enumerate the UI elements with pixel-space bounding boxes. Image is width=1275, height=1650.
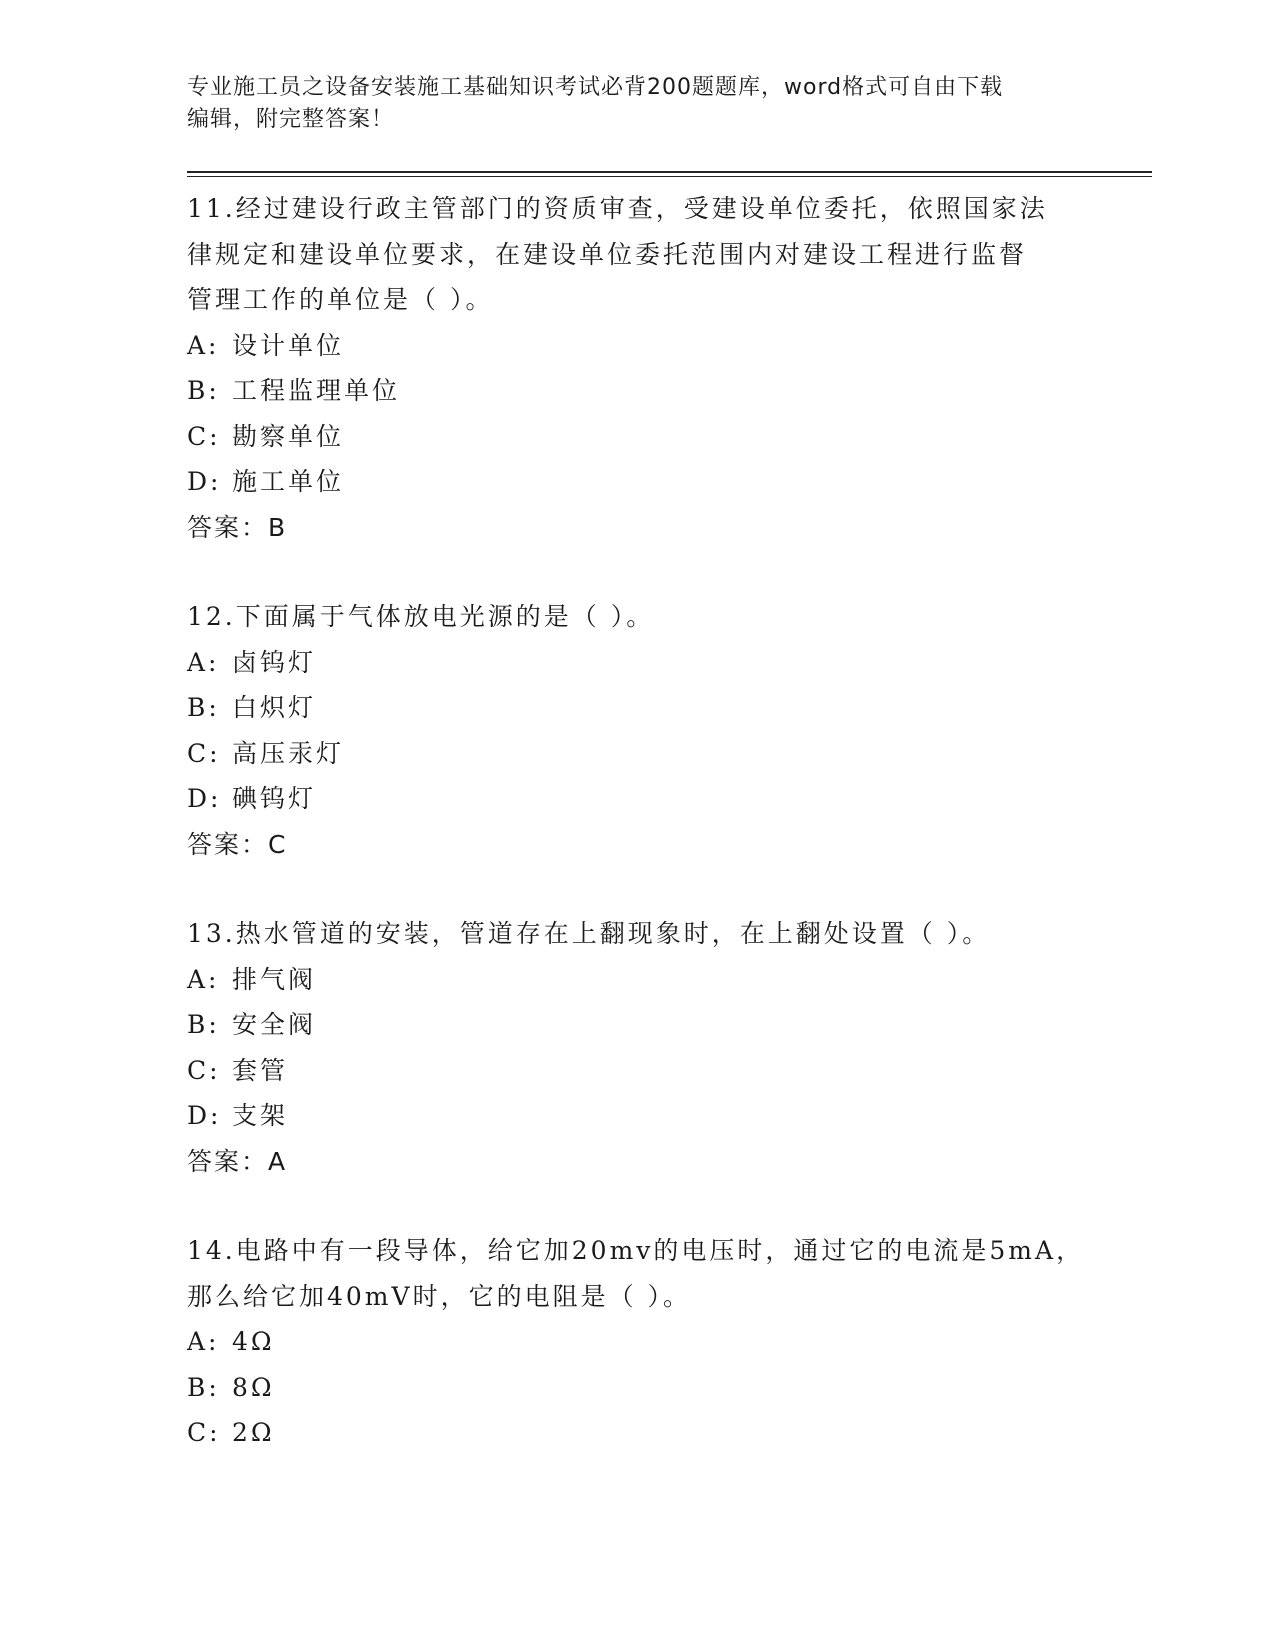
option-c [187,1048,1087,1094]
option-label: D: [187,1101,222,1130]
option-b [187,1365,1087,1411]
option-label: D: [187,784,222,813]
option-text: 勘察单位 [232,421,345,451]
option-label: B: [187,693,220,722]
option-text: 2Ω [232,1418,275,1447]
answer-line: 答案：A [187,1146,288,1176]
question-text: 管理工作的单位是（ ）。 [187,285,494,314]
question-text: 12.下面属于气体放电光源的是（ ）。 [187,602,655,631]
question-item [187,1228,1087,1456]
header-line-2: 编辑，附完整答案！ [187,107,395,132]
option-label: B: [187,376,220,405]
option-b [187,685,1087,731]
option-a [187,323,1087,369]
option-a [187,1319,1087,1365]
option-a [187,957,1087,1003]
option-text: 白炽灯 [232,693,317,722]
question-list [187,186,1087,1500]
option-text: 碘钨灯 [232,784,317,813]
option-text: 卤钨灯 [232,647,317,677]
option-label: A: [187,330,220,360]
option-label: C: [187,1055,221,1085]
question-text: 11.经过建设行政主管部门的资质审查，受建设单位委托，依照国家法 [187,194,1048,223]
option-label: C: [187,1418,221,1447]
option-text: 施工单位 [232,467,345,496]
option-text: 支架 [232,1101,289,1130]
option-c [187,731,1087,777]
answer-line: 答案：C [187,829,288,859]
option-text: 设计单位 [232,330,345,360]
option-label: A: [187,1327,220,1356]
option-text: 套管 [232,1055,289,1085]
header-divider-thick [187,171,1152,173]
question-text: 14.电路中有一段导体，给它加20mv的电压时，通过它的电流是5mA， [187,1236,1085,1265]
option-text: 高压汞灯 [232,738,345,768]
option-b [187,368,1087,414]
option-label: C: [187,421,221,451]
option-text: 安全阀 [232,1010,317,1039]
option-b [187,1002,1087,1048]
answer-line: 答案：B [187,512,288,542]
option-d [187,776,1087,822]
option-label: A: [187,964,220,994]
question-item [187,186,1087,550]
option-text: 排气阀 [232,964,317,994]
question-item [187,911,1087,1184]
option-d [187,1093,1087,1139]
option-label: B: [187,1010,220,1039]
header-divider-thin [187,176,1152,177]
option-text: 8Ω [232,1372,275,1402]
option-label: B: [187,1372,220,1402]
question-item [187,594,1087,867]
option-d [187,459,1087,505]
question-text: 那么给它加40mV时，它的电阻是（ ）。 [187,1281,692,1311]
document-header [187,72,1067,136]
option-label: C: [187,738,221,768]
option-text: 4Ω [232,1327,275,1356]
question-text: 13.热水管道的安装，管道存在上翻现象时，在上翻处设置（ ）。 [187,919,991,948]
option-text: 工程监理单位 [232,376,401,405]
option-label: A: [187,647,220,677]
option-c [187,1410,1087,1456]
option-c [187,414,1087,460]
header-line-1: 专业施工员之设备安装施工基础知识考试必背200题题库，word格式可自由下载 [187,75,1004,100]
question-text: 律规定和建设单位要求，在建设单位委托范围内对建设工程进行监督 [187,239,1028,269]
option-label: D: [187,467,222,496]
option-a [187,640,1087,686]
